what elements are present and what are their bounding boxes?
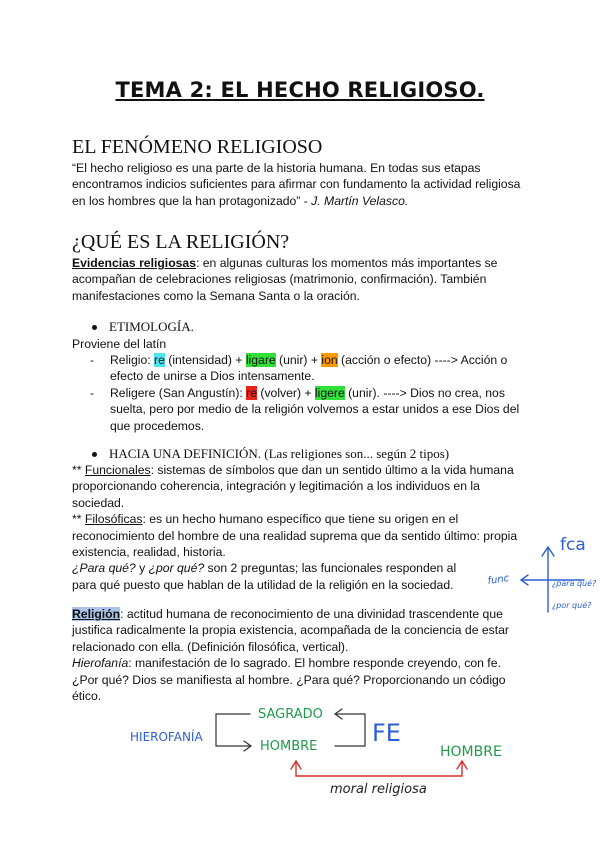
annotation-moral-religiosa: moral religiosa (330, 782, 427, 797)
religion-line: relacionado con ella. (Definición filosófica, vertical). (72, 639, 349, 654)
text-run: son 2 preguntas; las funcionales responden al (204, 561, 457, 576)
text-run: (acción o efecto) ----> Acción o (337, 353, 508, 367)
heading-fenomeno: EL FENÓMENO RELIGIOSO (72, 136, 323, 158)
quote-author: J. Martín Velasco. (311, 193, 409, 208)
annotation-para-que: ¿para qué? (552, 579, 597, 588)
filosoficas-line: reconocimiento del hombre de una realidad suprema que da sentido último: propia (72, 528, 518, 543)
quote-line: “El hecho religioso es una parte de la historia humana. En todas sus etapas (72, 161, 481, 175)
text-run: efecto de unirse a Dios intensamente. (110, 369, 315, 384)
dash-marker: - (90, 386, 95, 400)
funcionales-line: proporcionando coherencia, integración y legitimación a los individuos en la (72, 479, 480, 494)
page-title: TEMA 2: EL HECHO RELIGIOSO. (115, 78, 485, 102)
text-run: ¿Para qué? (72, 561, 136, 576)
evidencias-label: Evidencias religiosas (72, 256, 196, 270)
text-run: (unir). ----> Dios no crea, nos (344, 386, 505, 400)
annotation-sagrado: SAGRADO (258, 707, 323, 722)
bullet-text: HACIA UNA DEFINICIÓN. (Las religiones son... según 2 tipos) (109, 446, 450, 461)
text-run: Religio: (110, 353, 155, 367)
text-run: : actitud humana de reconocimiento de una divinidad trascendente que (120, 607, 503, 621)
annotation-fca: fca (560, 535, 586, 555)
stars: ** (72, 463, 85, 477)
highlight-re: re (246, 386, 258, 400)
porque-line: ético. (72, 689, 102, 704)
religion-line: justifica radicalmente la propia existencia, acompañada de la conciencia de estar (72, 623, 509, 638)
annotation-por-que: ¿por qué? (552, 601, 592, 610)
annotation-func: func (486, 573, 510, 587)
text-run: ¿por qué? (148, 561, 205, 576)
text-run: : es un hecho humano específico que tiene su origen en el (142, 512, 459, 527)
text-run: Religere (San Angustín): (110, 386, 247, 400)
heading-que-es-religion: ¿QUÉ ES LA RELIGIÓN? (72, 231, 290, 253)
annotation-hombre: HOMBRE (260, 739, 318, 754)
highlight-ligere: ligere (314, 386, 345, 400)
bracket-line (335, 714, 365, 746)
evidencias-line: acompañan de celebraciones religiosas (matrimonio, confirmación). También (72, 272, 487, 287)
text-run: : sistemas de símbolos que dan un sentido último a la vida humana (150, 463, 514, 477)
text-run: : manifestación de lo sagrado. El hombre responde creyendo, con fe. (128, 656, 501, 671)
text-run: (intensidad) + (164, 353, 246, 367)
funcionales-line: sociedad. (72, 495, 125, 510)
dash-marker: - (90, 353, 95, 367)
highlight-ion: ion (321, 353, 338, 367)
quote-line: encontramos indicios suficientes para afirmar con fundamento la actividad religiosa (72, 177, 521, 192)
annotation-hombre-2: HOMBRE (440, 744, 502, 760)
porque-line: ¿Por qué? Dios se manifiesta al hombre. ¿Para qué? Proporcionando un código (72, 672, 506, 687)
moral-arrow-line (296, 762, 462, 776)
evidencias-line: manifestaciones como la Semana Santa o la oración. (72, 288, 360, 303)
text-run: suelta, pero por medio de la religión volvemos a estar unidos a ese Dios del (110, 402, 520, 417)
annotation-fe: FE (372, 719, 401, 747)
filosoficas-line: existencia, realidad, historia. (72, 545, 226, 560)
funcionales-label: Funcionales (84, 463, 151, 477)
moral-arrow (291, 761, 467, 776)
etimologia-intro: Proviene del latín (72, 337, 167, 351)
filosoficas-label: Filosóficas (84, 512, 143, 527)
stars: ** (72, 512, 85, 527)
text-run: y (135, 561, 149, 576)
religion-label: Religión (72, 607, 121, 621)
quote-text: en los hombres que la han protagonizado” - (72, 193, 312, 208)
hierofania-label: Hierofanía (72, 656, 129, 671)
preguntas-line: para qué puesto que hablan de la utilidad de la religión en la sociedad. (72, 577, 454, 592)
text-run: (unir) + (275, 353, 322, 367)
highlight-ligare: ligare (245, 353, 276, 367)
highlight-re: re (154, 353, 165, 367)
text-run: (volver) + (257, 386, 315, 400)
evidencias-text: : en algunas culturas los momentos más importantes se (195, 256, 498, 270)
bullet-text: ETIMOLOGÍA. (109, 319, 194, 334)
annotation-hierofania: HIEROFANÍA (130, 730, 203, 744)
text-run: que procedemos. (110, 418, 205, 433)
